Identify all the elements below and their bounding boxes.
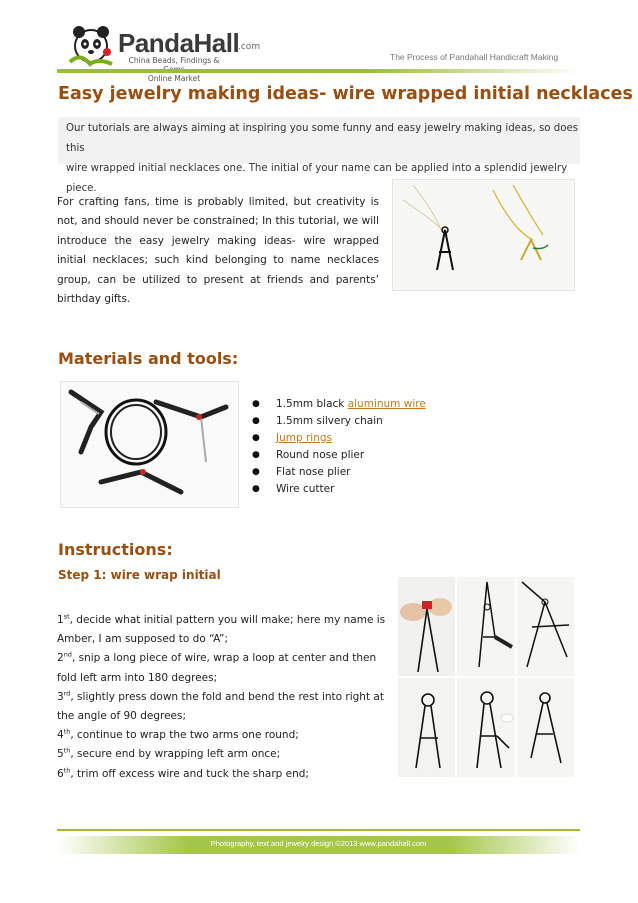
material-text: Wire cutter	[276, 483, 335, 495]
step-number: 1	[57, 614, 64, 626]
header-divider	[57, 69, 580, 73]
step-item	[57, 688, 387, 726]
step-text: , snip a long piece of wire, wrap a loop at center and then fold left arm into 180 degrees;	[57, 652, 377, 684]
lead-paragraph: For crafting fans, time is probably limited, but creativity is not, and should never be constrained; In this tutorial, we will introduce the easy jewelry making ideas- wire wrapped initial necklaces; such kind belonging to name necklaces group, can be utilized to present at friends and parents’ birthday gifts.	[57, 196, 379, 306]
step-photo	[517, 678, 574, 777]
step-item	[57, 745, 387, 764]
tools-photo	[60, 381, 239, 508]
pandahall-logo[interactable]	[68, 22, 268, 83]
step-photo	[457, 678, 514, 777]
step-text: , slightly press down the fold and bend the rest into right at the angle of 90 degrees;	[57, 690, 384, 723]
step-item	[57, 726, 387, 745]
intro-box	[58, 117, 580, 194]
material-text: Flat nose plier	[276, 466, 351, 478]
step-suffix: st	[63, 612, 70, 621]
list-item	[258, 413, 426, 430]
intro-line1: Our tutorials are always aiming at inspiring you some funny and easy jewelry making ideas, so does this	[66, 123, 579, 154]
list-item	[258, 396, 426, 413]
step-photo	[398, 678, 455, 777]
footer-credit: Photography, text and jewelry design ©2013 www.pandahall.com	[210, 839, 427, 848]
list-item	[258, 481, 426, 498]
panda-logo-icon	[68, 22, 114, 68]
material-text: 1.5mm silvery chain	[276, 415, 383, 427]
step-number: 6	[57, 767, 64, 780]
step-suffix: th	[63, 766, 71, 775]
jump-rings-link[interactable]: Jump rings	[276, 432, 333, 444]
step-number: 4	[57, 729, 64, 742]
step-number: 3	[57, 690, 64, 703]
step-photos-grid	[398, 577, 574, 777]
necklace-photo	[392, 179, 575, 291]
step-photo	[398, 577, 455, 676]
necklace-illustration	[393, 180, 574, 290]
list-item	[258, 430, 426, 447]
material-text: Round nose plier	[276, 449, 365, 461]
page-title: Easy jewelry making ideas- wire wrapped initial necklaces	[58, 84, 633, 104]
step-suffix: th	[63, 746, 71, 755]
intro-line2: wire wrapped initial necklaces one. The initial of your name can be applied into a splendid jewelry piece.	[66, 163, 568, 194]
brand-suffix: .com	[238, 42, 261, 52]
steps-list	[57, 611, 387, 784]
step-suffix: th	[63, 727, 71, 736]
brand-name: PandaHall	[118, 28, 240, 58]
step-text: , trim off excess wire and tuck the sharp end;	[70, 767, 309, 780]
step-photo	[457, 577, 514, 676]
step-suffix: rd	[63, 689, 71, 698]
step-text: , decide what initial pattern you will make; here my name is Amber, I am supposed to do “A”;	[57, 614, 386, 646]
step-number: 5	[57, 748, 64, 761]
header-subtitle: The Process of Pandahall Handicraft Making	[390, 52, 559, 62]
tools-illustration	[61, 382, 238, 507]
tagline-line1: China Beads, Findings &	[128, 56, 220, 65]
step-number: 2	[57, 652, 64, 665]
step-suffix: nd	[63, 650, 72, 659]
tagline-line2: Online Market	[147, 74, 201, 83]
footer-divider	[57, 829, 580, 831]
step-photo	[517, 577, 574, 676]
step-item	[57, 649, 387, 687]
instructions-heading: Instructions:	[58, 540, 173, 559]
materials-heading: Materials and tools:	[58, 349, 239, 368]
list-item	[258, 464, 426, 481]
step-text: , secure end by wrapping left arm once;	[70, 748, 281, 761]
aluminum-wire-link[interactable]: aluminum wire	[347, 398, 426, 410]
material-text: 1.5mm black	[276, 398, 348, 410]
step-text: , continue to wrap the two arms one round;	[70, 729, 299, 742]
list-item	[258, 447, 426, 464]
step-item	[57, 765, 387, 784]
step-heading: Step 1: wire wrap initial	[58, 568, 221, 582]
step-item	[57, 611, 387, 649]
materials-list	[258, 396, 426, 498]
